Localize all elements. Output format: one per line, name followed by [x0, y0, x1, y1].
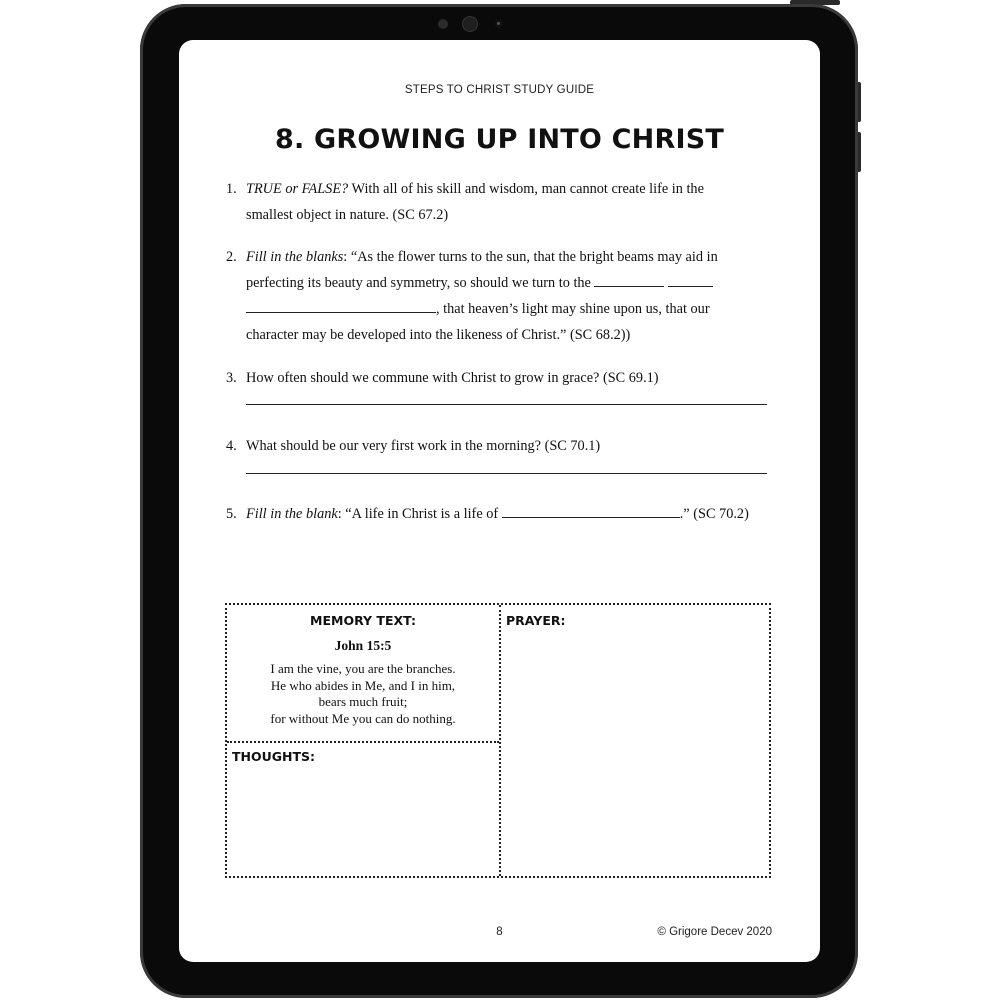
- question-3: [226, 365, 791, 391]
- question-2: [226, 244, 791, 348]
- question-number: 4.: [226, 438, 237, 454]
- verse-line: bears much fruit;: [318, 694, 408, 710]
- question-1: [226, 176, 791, 228]
- running-head: STEPS TO CHRIST STUDY GUIDE: [404, 84, 595, 96]
- verse-line: I am the vine, you are the branches.: [270, 661, 456, 676]
- answer-line-4-wrap: [226, 473, 767, 474]
- notes-grid: [225, 603, 771, 878]
- question-text-line: [246, 296, 791, 322]
- question-text-line: [246, 270, 791, 296]
- thoughts-label: THOUGHTS:: [232, 749, 316, 764]
- question-text: : “A life in Christ is a life of: [337, 506, 502, 522]
- question-number: 2.: [226, 249, 237, 265]
- question-number: 5.: [226, 506, 237, 522]
- question-text: How often should we commune with Christ to grow in grace? (SC 69.1): [246, 370, 659, 386]
- answer-blank[interactable]: [502, 503, 680, 518]
- answer-blank[interactable]: [668, 272, 713, 287]
- verse-line: for without Me you can do nothing.: [270, 711, 456, 727]
- copyright: © Grigore Decev 2020: [657, 926, 772, 938]
- question-text: With all of his skill and wisdom, man cannot create life in the: [348, 181, 704, 197]
- question-text-line: [246, 501, 791, 527]
- question-label: TRUE or FALSE?: [246, 181, 349, 197]
- question-number: 1.: [226, 181, 237, 197]
- prayer-label: PRAYER:: [506, 613, 566, 628]
- memory-text-label: MEMORY TEXT:: [310, 613, 416, 628]
- chapter-title: 8. GROWING UP INTO CHRIST: [275, 124, 724, 155]
- page-number: 8: [496, 926, 503, 938]
- question-text: , that heaven’s light may shine upon us, that our: [436, 301, 710, 317]
- question-text-line: smallest object in nature. (SC 67.2): [246, 207, 449, 223]
- question-label: Fill in the blank: [246, 506, 338, 522]
- question-4: [226, 433, 791, 459]
- flash-icon: [495, 20, 503, 28]
- memory-reference: John 15:5: [334, 638, 392, 653]
- camera-icon: [462, 16, 478, 32]
- question-text-line: [246, 176, 791, 202]
- answer-line[interactable]: [246, 404, 767, 405]
- row-divider: [227, 741, 499, 743]
- tablet-screen: [179, 40, 820, 962]
- column-divider: [499, 605, 501, 876]
- question-text: : “As the flower turns to the sun, that the bright beams may aid in: [343, 249, 718, 265]
- question-text-line: character may be developed into the likeness of Christ.” (SC 68.2)): [246, 327, 631, 343]
- question-text: .” (SC 70.2): [679, 506, 749, 522]
- answer-line[interactable]: [246, 473, 767, 474]
- question-text: What should be our very first work in the morning? (SC 70.1): [246, 438, 601, 454]
- answer-blank[interactable]: [594, 272, 664, 287]
- memory-verse: [227, 661, 499, 728]
- question-label: Fill in the blanks: [246, 249, 344, 265]
- answer-blank[interactable]: [246, 298, 436, 313]
- question-number: 3.: [226, 370, 237, 386]
- answer-line-3-wrap: [226, 404, 767, 405]
- sensor-icon: [438, 19, 448, 29]
- question-5: [226, 501, 791, 527]
- question-text-line: [246, 244, 791, 270]
- verse-line: He who abides in Me, and I in him,: [270, 677, 456, 693]
- question-text: perfecting its beauty and symmetry, so should we turn to the: [246, 275, 591, 291]
